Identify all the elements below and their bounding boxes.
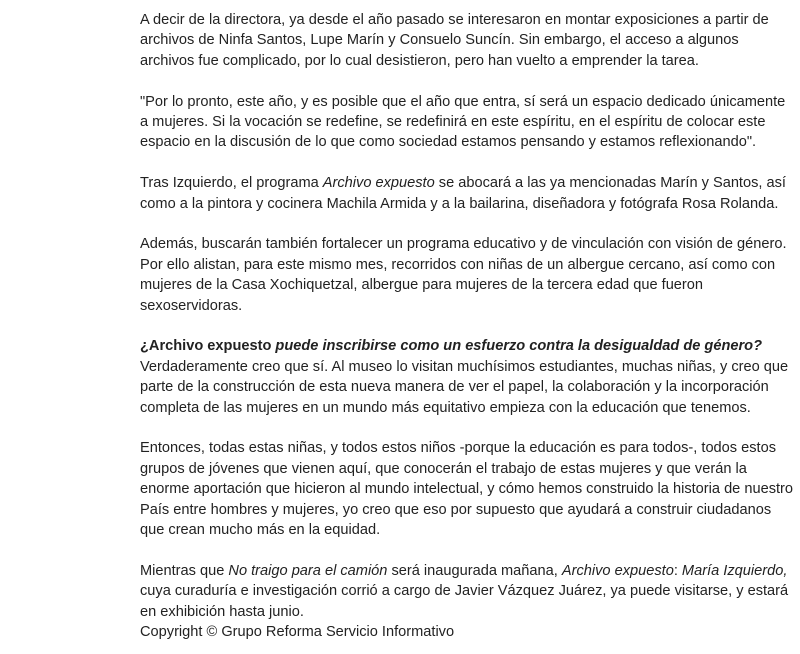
interview-question-block [140, 336, 795, 418]
paragraph-inauguracion-middle2: : [673, 562, 682, 579]
exhibition-title-camion: No traigo para el camión [228, 562, 388, 579]
paragraph-inauguracion [140, 561, 795, 622]
paragraph-programa-text-end: se abocará a las ya mencionadas Marín y Santos, así como a la pintora y cocinera Machila Armida y a la bailarina, diseñadora y fotógrafa Rosa Rolanda. [140, 175, 786, 212]
interview-answer: Verdaderamente creo que sí. Al museo lo visitan muchísimos estudiantes, muchas niñas, y creo que parte de la construcción de esta nueva manera de ver el papel, la colaboración y la incorporación completa de las mujeres en un mundo más equitativo empieza con la educación que tenemos. [140, 358, 789, 416]
paragraph-programa-text-start: Tras Izquierdo, el programa [140, 175, 323, 192]
exhibition-title-archivo: Archivo expuesto [322, 175, 435, 192]
paragraph-educativo: Además, buscarán también fortalecer un programa educativo y de vinculación con visión de género. Por ello alistan, para este mismo mes, recorridos con niñas de un albergue cercano, así como con mujeres de la Casa Xochiquetzal, albergue para mujeres de la tercera edad que fueron sexoservidoras. [140, 236, 787, 314]
copyright-notice: Copyright © Grupo Reforma Servicio Informativo [140, 624, 455, 641]
interview-question-bold-italic: puede inscribirse como un esfuerzo contra la desigualdad de género? [271, 338, 762, 355]
paragraph-inauguracion-start: Mientras que [140, 562, 229, 579]
paragraph-ninas: Entonces, todas estas niñas, y todos estos niños -porque la educación es para todos-, todos estos grupos de jóvenes que vienen aquí, que conocerán el trabajo de estas mujeres y que verán la enorme aportación que hicieron al mundo intelectual, y cómo hemos construido la historia de nuestro País entre hombres y mujeres, yo creo que eso por supuesto que ayudará a construir ciudadanos que crean mucho más en la equidad. [140, 440, 794, 539]
paragraph-inauguracion-middle1: será inaugurada mañana, [387, 562, 562, 579]
paragraph-directora: A decir de la directora, ya desde el año pasado se interesaron en montar exposiciones a partir de archivos de Ninfa Santos, Lupe Marín y Consuelo Suncín. Sin embargo, el acceso a algunos archivos fue complicado, por lo cual desistieron, pero han vuelto a emprender la tarea. [140, 12, 769, 69]
exhibition-title-archivo-2: Archivo expuesto [561, 562, 674, 579]
paragraph-quote: "Por lo pronto, este año, y es posible que el año que entra, sí será un espacio dedicado únicamente a mujeres. Si la vocación se redefine, se redefinirá en este espíritu, en el espíritu de colocar este espacio en la discusión de lo que como sociedad estamos pensando y estamos reflexionando". [140, 93, 786, 151]
paragraph-programa [140, 173, 795, 214]
interview-question-bold: ¿Archivo expuesto [140, 338, 272, 355]
paragraph-inauguracion-end: cuya curaduría e investigación corrió a cargo de Javier Vázquez Juárez, ya puede visitarse, y estará en exhibición hasta junio. [140, 583, 789, 620]
article-body [140, 10, 795, 643]
exhibition-title-izquierdo: María Izquierdo, [681, 562, 788, 579]
